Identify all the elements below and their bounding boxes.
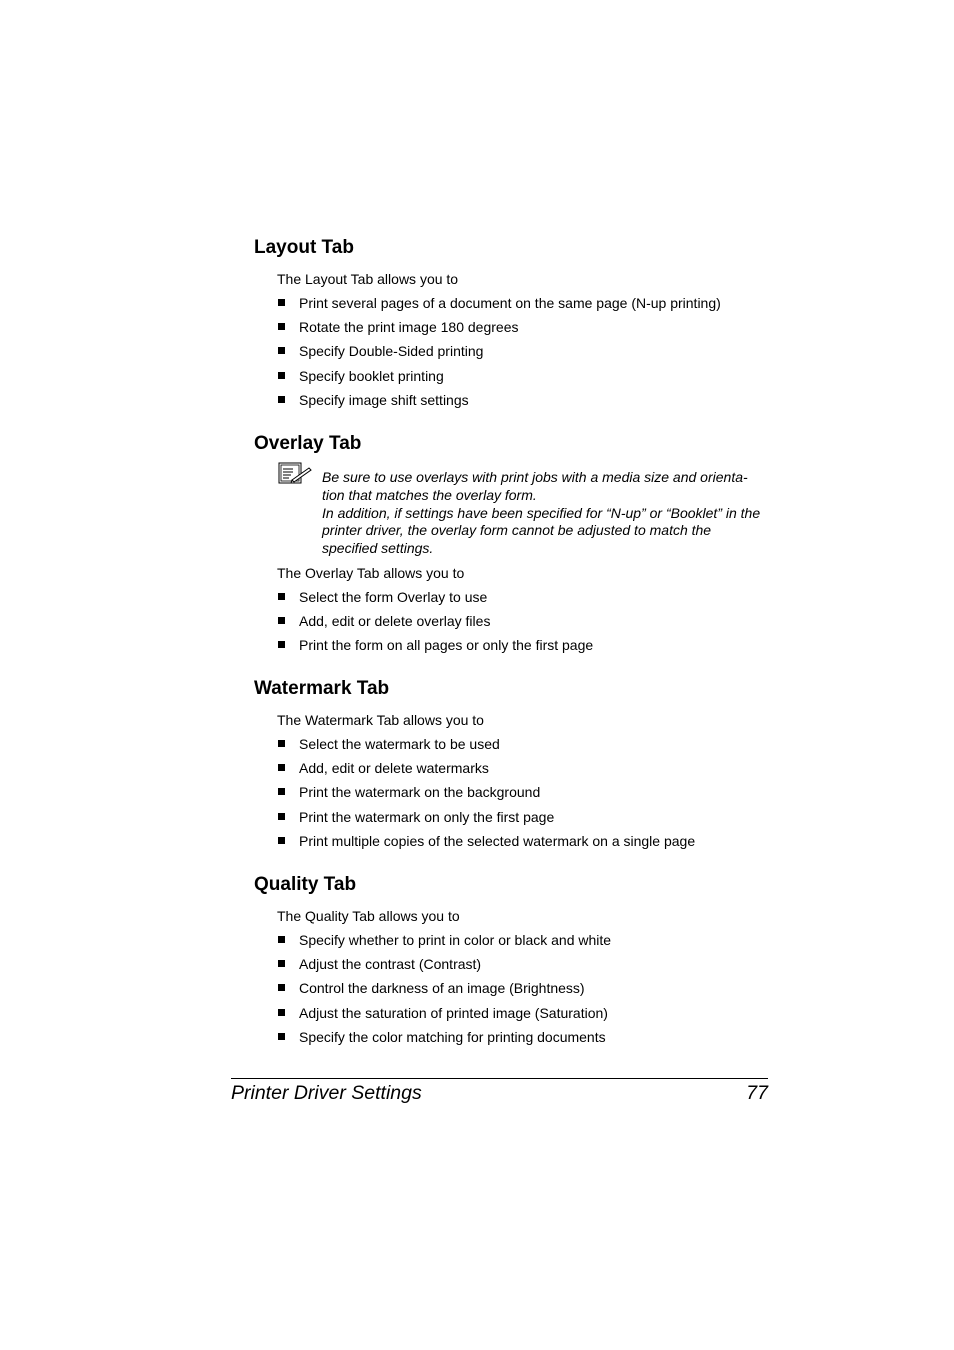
footer-title: Printer Driver Settings [231, 1082, 422, 1104]
footer-divider [231, 1078, 768, 1079]
bullet-square-icon [278, 788, 285, 795]
bullet-square-icon [278, 299, 285, 306]
section-heading-watermark: Watermark Tab [254, 678, 390, 699]
bullet-square-icon [278, 372, 285, 379]
bullet-square-icon [278, 740, 285, 747]
note-callout [322, 469, 768, 558]
note-text: In addition, if settings have been specified for “N-up” or “Booklet” in the printer driver, the overlay form cannot be adjusted to match the specified settings. [322, 504, 761, 557]
bullet-square-icon [278, 984, 285, 991]
bullet-square-icon [278, 1033, 285, 1040]
bullet-square-icon [278, 936, 285, 943]
page-number: 77 [746, 1082, 768, 1104]
bullet-square-icon [278, 323, 285, 330]
note-text: Be sure to use overlays with print jobs with a media size and orienta-tion that matches the overlay form. [322, 469, 748, 503]
bullet-square-icon [278, 813, 285, 820]
section-heading-overlay: Overlay Tab [254, 433, 362, 454]
bullet-square-icon [278, 617, 285, 624]
bullet-square-icon [278, 593, 285, 600]
section-heading-layout: Layout Tab [254, 237, 354, 258]
section-intro-overlay: The Overlay Tab allows you to [277, 565, 465, 581]
section-intro-quality: The Quality Tab allows you to [277, 908, 460, 924]
bullet-square-icon [278, 396, 285, 403]
bullet-square-icon [278, 347, 285, 354]
bullet-square-icon [278, 764, 285, 771]
note-pad-pencil-icon [278, 462, 312, 486]
bullet-square-icon [278, 837, 285, 844]
section-intro-layout: The Layout Tab allows you to [277, 271, 459, 287]
section-intro-watermark: The Watermark Tab allows you to [277, 712, 484, 728]
bullet-square-icon [278, 641, 285, 648]
bullet-square-icon [278, 960, 285, 967]
section-heading-quality: Quality Tab [254, 874, 357, 895]
bullet-square-icon [278, 1009, 285, 1016]
